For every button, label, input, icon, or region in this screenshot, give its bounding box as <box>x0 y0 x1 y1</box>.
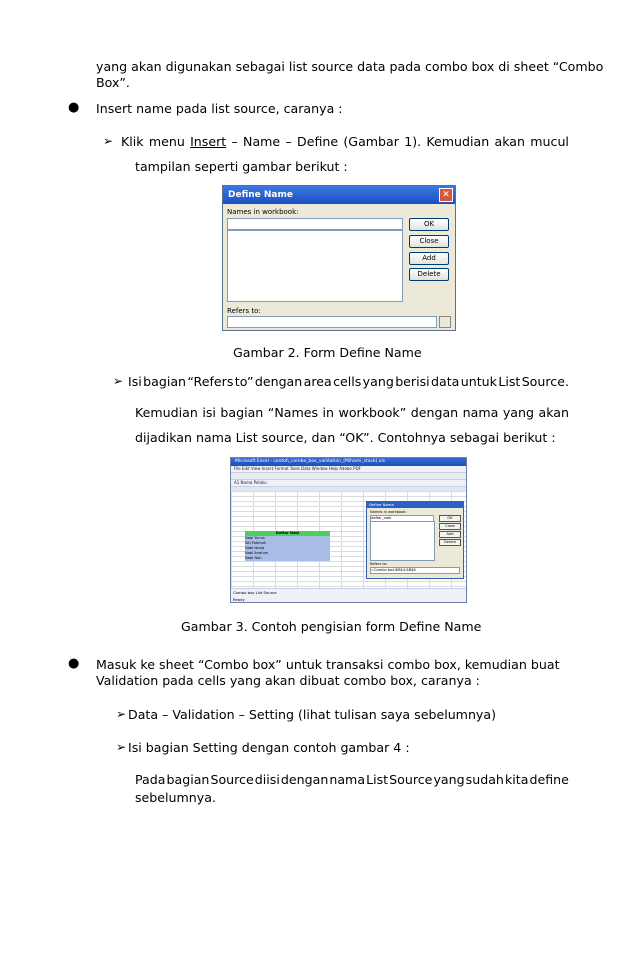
data-cell: Nabi Yunus <box>245 536 330 541</box>
excel-dialog-title: Define Name <box>367 502 463 508</box>
dialog-titlebar <box>223 186 455 204</box>
excel-sheet-tabs: Combo box List Source <box>233 590 277 595</box>
close-button: Close <box>409 235 449 248</box>
delete-button: Delete <box>409 268 449 281</box>
collapse-dialog-icon <box>439 316 451 328</box>
excel-dialog-delete: Delete <box>439 539 461 546</box>
bullet-dot: ● <box>68 656 80 671</box>
excel-dialog-close: Close <box>439 523 461 530</box>
caption-figure-3: Gambar 3. Contoh pengisian form Define Name <box>181 619 482 634</box>
ok-button: OK <box>409 218 449 231</box>
arrow-bullet-icon: ➢ <box>116 740 127 754</box>
step-2-line-2: Kemudian isi bagian “Names in workbook” dengan nama yang akan <box>135 405 569 420</box>
figure-excel-example <box>230 457 467 603</box>
step-2-line-1: Isi bagian “Refers to” dengan area cells yang berisi data untuk List Source. <box>128 374 569 389</box>
arrow-bullet-icon: ➢ <box>103 134 114 148</box>
data-cell: Nabi Nuh <box>245 556 330 561</box>
excel-dialog-names-label: Names in workbook: <box>370 510 407 514</box>
excel-define-name-dialog <box>366 501 464 579</box>
excel-dialog-list <box>370 521 435 561</box>
bullet-1-text: Insert name pada list source, caranya : <box>96 101 343 116</box>
excel-status-area <box>231 588 466 602</box>
data-cell: Nabi Ibrahim <box>245 551 330 556</box>
bullet-2-line-2: Validation pada cells yang akan dibuat combo box, caranya : <box>96 673 480 688</box>
bullet-2-para-line-2: sebelumnya. <box>135 790 216 805</box>
bullet-2-step-1: Data – Validation – Setting (lihat tulisan saya sebelumnya) <box>128 707 497 722</box>
dialog-title: Define Name <box>228 190 293 200</box>
step-1-line-2: tampilan seperti gambar berikut : <box>135 159 348 174</box>
arrow-bullet-icon: ➢ <box>116 707 127 721</box>
intro-line-2: Box”. <box>96 75 130 90</box>
excel-toolbar <box>231 473 466 480</box>
step-2-line-3: dijadikan nama List source, dan “OK”. Contohnya sebagai berikut : <box>135 430 556 445</box>
header-cell: Daftar Nabi <box>245 531 330 536</box>
close-icon: ✕ <box>439 188 453 202</box>
excel-menubar: File Edit View Insert Format Tools Data Window Help Adobe PDF <box>231 466 466 473</box>
excel-dialog-refers-value: =Combo box!$B$4:$B$8 <box>370 567 460 574</box>
bullet-dot: ● <box>68 100 80 115</box>
caption-figure-2: Gambar 2. Form Define Name <box>233 345 422 360</box>
menu-insert-text: Insert <box>190 134 227 149</box>
bullet-2-step-2: Isi bagian Setting dengan contoh gambar 4 : <box>128 740 410 755</box>
excel-dialog-ok: OK <box>439 515 461 522</box>
excel-dialog-refers-label: Refers to: <box>370 562 388 566</box>
names-in-workbook-label: Names in workbook: <box>227 208 299 216</box>
intro-line-1: yang akan digunakan sebagai list source data pada combo box di sheet “Combo <box>96 59 604 74</box>
arrow-bullet-icon: ➢ <box>113 374 124 388</box>
excel-formula-bar: A1 Nama Pelaku <box>231 480 466 487</box>
refers-to-input <box>227 316 437 328</box>
bullet-2-line-1: Masuk ke sheet “Combo box” untuk transaksi combo box, kemudian buat <box>96 657 560 672</box>
data-cell: Nabi Ishaq <box>245 546 330 551</box>
names-input <box>227 218 403 230</box>
excel-titlebar: Microsoft Excel - contoh_combo_box_validation_(Mihami_stock).xls <box>231 458 466 466</box>
figure-define-name-dialog <box>222 185 456 331</box>
excel-status-ready: Ready <box>233 597 245 602</box>
excel-dialog-add: Add <box>439 531 461 538</box>
bullet-2-para-line-1: Pada bagian Source diisi dengan nama List Source yang sudah kita define <box>135 772 569 787</box>
add-button: Add <box>409 252 449 265</box>
excel-dialog-name-value: daftar_nabi <box>370 515 434 522</box>
source-text: Source <box>210 772 254 787</box>
names-list <box>227 230 403 302</box>
refers-to-label: Refers to: <box>227 307 261 315</box>
data-cell: Siti Fatimah <box>245 541 330 546</box>
step-1-line-1: Klik menu Insert – Name – Define (Gambar 1). Kemudian akan mucul <box>121 134 569 149</box>
